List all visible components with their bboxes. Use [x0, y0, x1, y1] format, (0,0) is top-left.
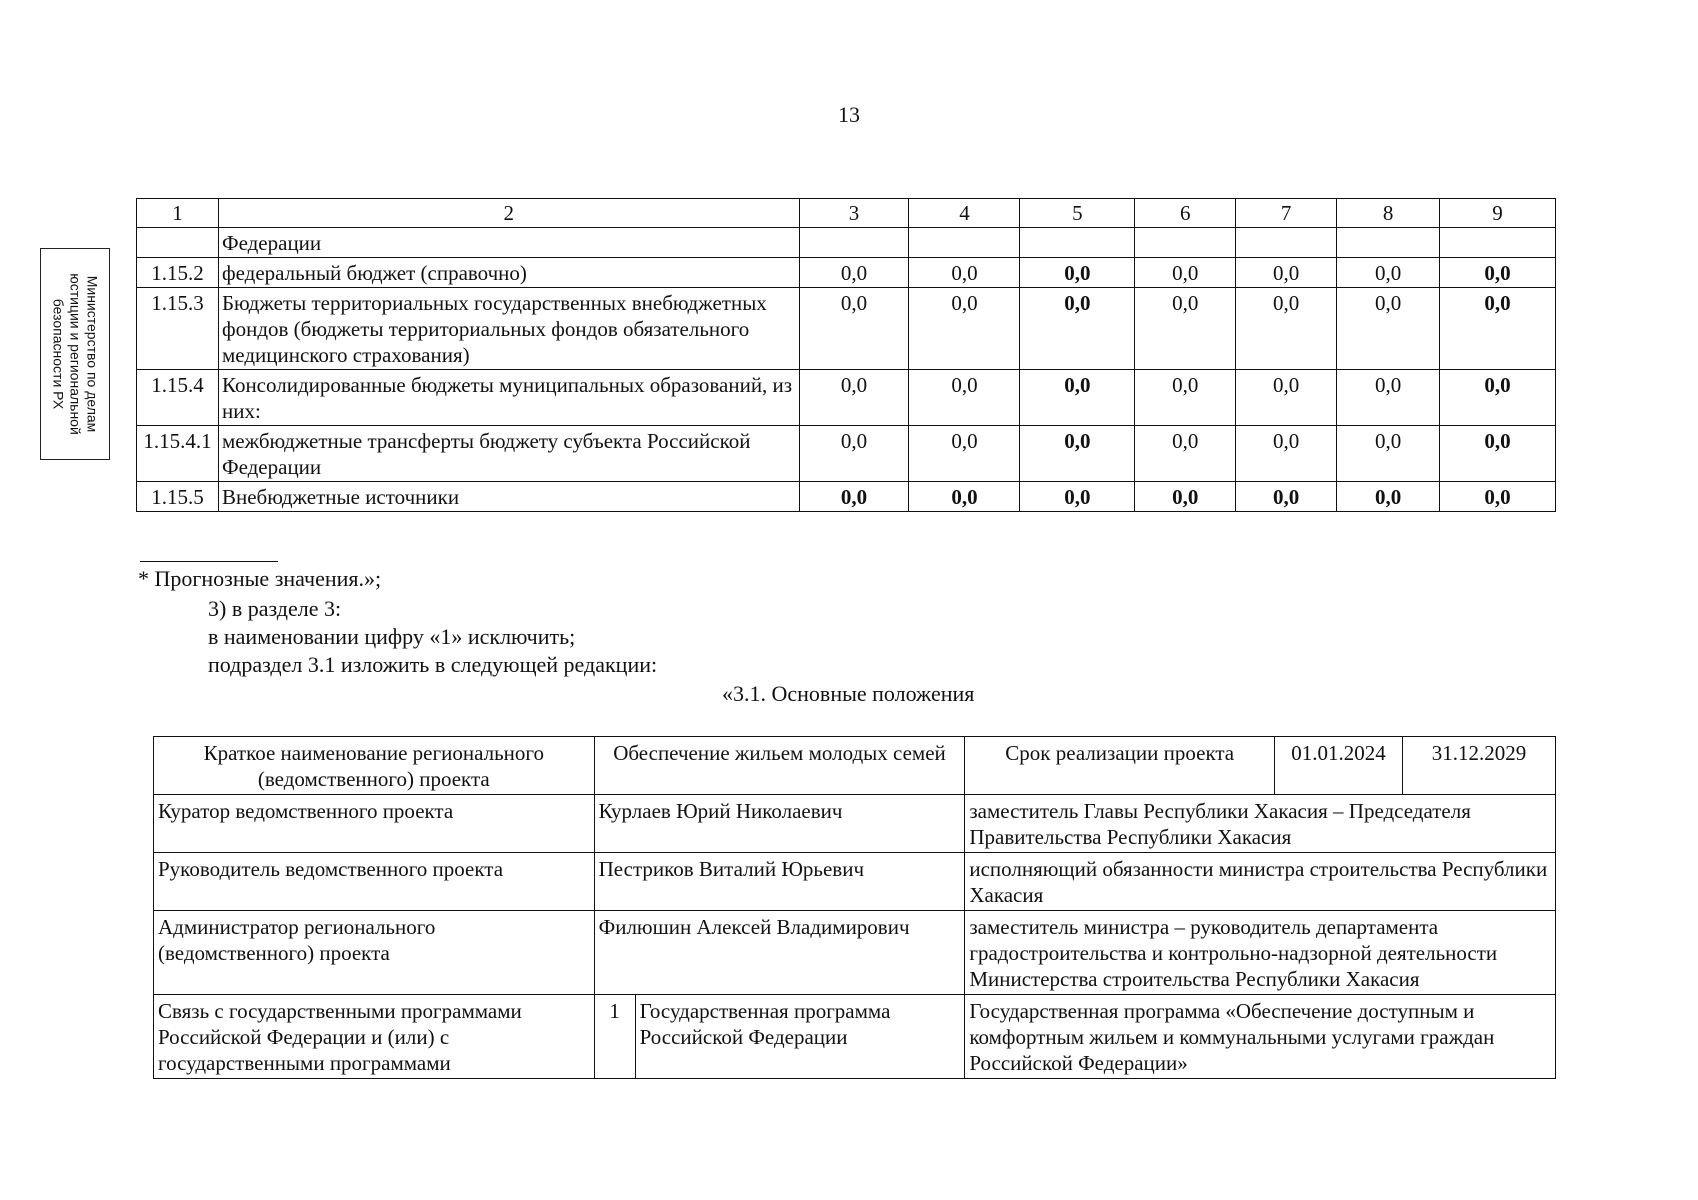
value-cell: 0,0: [1440, 288, 1556, 370]
value-cell: 0,0: [1020, 288, 1135, 370]
value-cell: 0,0: [909, 426, 1020, 482]
stamp-line: Министерство по делам: [84, 275, 101, 433]
value-cell: [799, 228, 909, 258]
value-cell: 0,0: [1236, 482, 1337, 512]
person-position: заместитель Главы Республики Хакасия – Председателя Правительства Республики Хакасия: [965, 795, 1556, 853]
row-code: [137, 228, 219, 258]
row-code: 1.15.4.1: [137, 426, 219, 482]
project-name-label: Краткое наименование регионального (ведомственного) проекта: [154, 737, 595, 795]
period-label: Срок реализации проекта: [965, 737, 1275, 795]
value-cell: 0,0: [1440, 258, 1556, 288]
project-table: [153, 736, 1556, 1079]
row-label: межбюджетные трансферты бюджету субъекта Российской Федерации: [218, 426, 799, 482]
column-header: 4: [909, 199, 1020, 228]
value-cell: 0,0: [909, 258, 1020, 288]
value-cell: 0,0: [1135, 288, 1236, 370]
column-header: 5: [1020, 199, 1135, 228]
value-cell: 0,0: [1236, 288, 1337, 370]
row-label: Федерации: [218, 228, 799, 258]
column-header: 6: [1135, 199, 1236, 228]
value-cell: [909, 228, 1020, 258]
value-cell: 0,0: [1020, 482, 1135, 512]
finance-table: [136, 198, 1556, 512]
value-cell: 0,0: [1020, 370, 1135, 426]
value-cell: 0,0: [1337, 288, 1440, 370]
table-row: [137, 482, 1556, 512]
value-cell: 0,0: [799, 288, 909, 370]
row-code: 1.15.3: [137, 288, 219, 370]
row-label: Бюджеты территориальных государственных внебюджетных фондов (бюджеты территориальных фондов обязательного медицинского страхования): [218, 288, 799, 370]
footnote: * Прогнозные значения.»;: [138, 566, 382, 591]
value-cell: 0,0: [1337, 370, 1440, 426]
body-line: подраздел 3.1 изложить в следующей редакции:: [208, 652, 658, 677]
stamp-line: безопасности РХ: [50, 298, 67, 410]
row-code: 1.15.5: [137, 482, 219, 512]
value-cell: 0,0: [1135, 426, 1236, 482]
stamp-line: юстиции и региональной: [67, 273, 84, 435]
row-label: федеральный бюджет (справочно): [218, 258, 799, 288]
header-row: [137, 199, 1556, 228]
table-row: [154, 795, 1556, 853]
body-line: 3) в разделе 3:: [208, 596, 342, 621]
person-name: Пестриков Виталий Юрьевич: [594, 853, 965, 911]
registration-stamp: [40, 248, 110, 460]
start-date: 01.01.2024: [1275, 737, 1403, 795]
table-row: [154, 995, 1556, 1079]
project-name: Обеспечение жильем молодых семей: [594, 737, 965, 795]
table-row: [154, 911, 1556, 995]
table-row: [154, 737, 1556, 795]
value-cell: 0,0: [1440, 426, 1556, 482]
row-label: Связь с государственными программами Российской Федерации и (или) с государственными программами: [154, 995, 595, 1079]
table-row: [137, 288, 1556, 370]
value-cell: 0,0: [909, 288, 1020, 370]
column-header: 2: [218, 199, 799, 228]
value-cell: [1440, 228, 1556, 258]
value-cell: 0,0: [909, 370, 1020, 426]
person-name: Филюшин Алексей Владимирович: [594, 911, 965, 995]
value-cell: 0,0: [1020, 426, 1135, 482]
page-number: 13: [838, 102, 860, 127]
row-code: 1.15.2: [137, 258, 219, 288]
column-header: 1: [137, 199, 219, 228]
table-row: [137, 370, 1556, 426]
stamp-text: [50, 254, 101, 454]
value-cell: 0,0: [909, 482, 1020, 512]
value-cell: 0,0: [799, 482, 909, 512]
value-cell: 0,0: [1337, 482, 1440, 512]
program-index: 1: [594, 995, 635, 1079]
value-cell: 0,0: [1236, 426, 1337, 482]
value-cell: 0,0: [1135, 258, 1236, 288]
value-cell: 0,0: [799, 426, 909, 482]
end-date: 31.12.2029: [1403, 737, 1556, 795]
row-label: Куратор ведомственного проекта: [154, 795, 595, 853]
row-label: Руководитель ведомственного проекта: [154, 853, 595, 911]
row-label: Внебюджетные источники: [218, 482, 799, 512]
value-cell: 0,0: [799, 258, 909, 288]
column-header: 9: [1440, 199, 1556, 228]
table-row: [137, 258, 1556, 288]
value-cell: [1337, 228, 1440, 258]
value-cell: 0,0: [1135, 482, 1236, 512]
person-position: заместитель министра – руководитель департамента градостроительства и контрольно-надзорной деятельности Министерства строительства Республики Хакасия: [965, 911, 1556, 995]
value-cell: 0,0: [799, 370, 909, 426]
value-cell: 0,0: [1236, 258, 1337, 288]
section-heading: «3.1. Основные положения: [722, 681, 975, 706]
table-row: [137, 228, 1556, 258]
column-header: 3: [799, 199, 909, 228]
table-row: [137, 426, 1556, 482]
footnote-divider: [140, 561, 278, 562]
value-cell: 0,0: [1337, 258, 1440, 288]
table-row: [154, 853, 1556, 911]
column-header: 7: [1236, 199, 1337, 228]
person-name: Курлаев Юрий Николаевич: [594, 795, 965, 853]
program-type: Государственная программа Российской Федерации: [635, 995, 965, 1079]
column-header: 8: [1337, 199, 1440, 228]
value-cell: 0,0: [1337, 426, 1440, 482]
program-name: Государственная программа «Обеспечение доступным и комфортным жильем и коммунальными услугами граждан Российской Федерации»: [965, 995, 1556, 1079]
row-label: Администратор регионального (ведомственного) проекта: [154, 911, 595, 995]
value-cell: [1020, 228, 1135, 258]
value-cell: 0,0: [1236, 370, 1337, 426]
value-cell: 0,0: [1020, 258, 1135, 288]
body-line: в наименовании цифру «1» исключить;: [208, 624, 576, 649]
row-label: Консолидированные бюджеты муниципальных образований, из них:: [218, 370, 799, 426]
person-position: исполняющий обязанности министра строительства Республики Хакасия: [965, 853, 1556, 911]
value-cell: [1135, 228, 1236, 258]
row-code: 1.15.4: [137, 370, 219, 426]
value-cell: 0,0: [1135, 370, 1236, 426]
value-cell: 0,0: [1440, 370, 1556, 426]
value-cell: 0,0: [1440, 482, 1556, 512]
value-cell: [1236, 228, 1337, 258]
